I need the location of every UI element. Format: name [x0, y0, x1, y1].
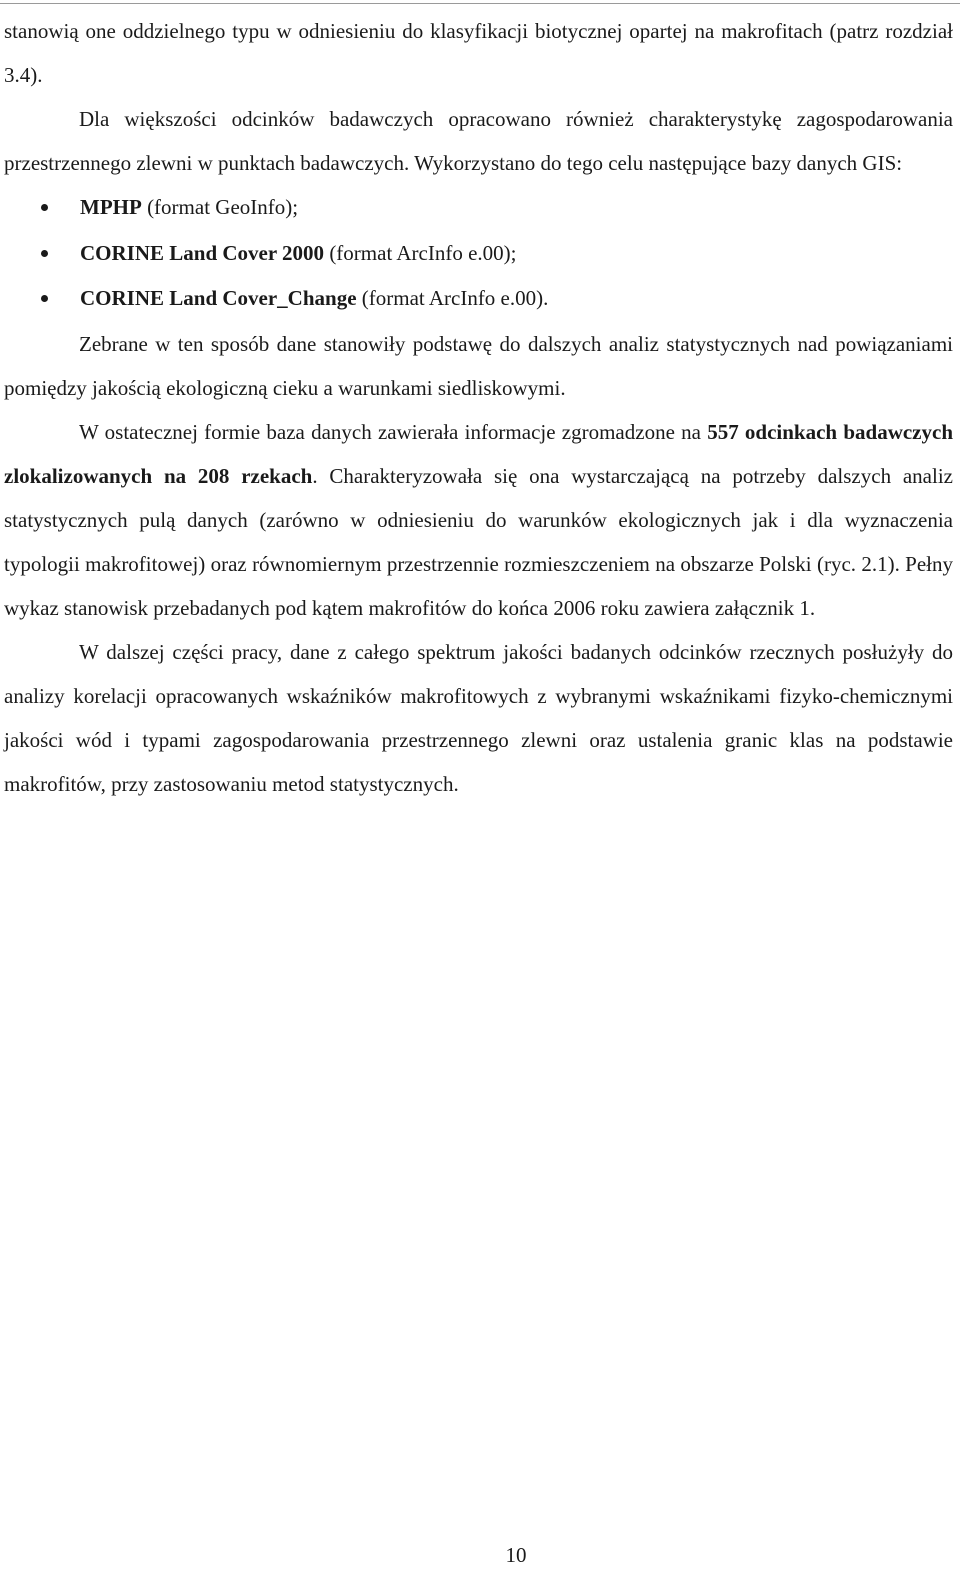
- list-item: [4, 185, 953, 231]
- database-format: (format ArcInfo e.00).: [356, 286, 549, 310]
- database-name: MPHP: [80, 195, 142, 219]
- database-summary-lead: W ostatecznej formie baza danych zawierała informacje zgromadzone na: [79, 419, 708, 444]
- database-name: CORINE Land Cover 2000: [80, 240, 325, 265]
- header-rule: [0, 3, 960, 4]
- page-number: 10: [505, 1543, 527, 1567]
- bullet-icon: [41, 295, 48, 302]
- list-item: [4, 231, 953, 277]
- database-summary-rest: . Charakteryzowała się ona wystarczającą na potrzeby dalszych analiz statystycznych pulą danych (zarówno w odniesieniu do warunków ekologicznych jak i dla wyznaczenia typologii makrofitowej) oraz równomiernym przestrzennie rozmieszczeniem na obszarze Polski (ryc. 2.1). Pełny wykaz stanowisk przebadanych pod kątem makrofitów do końca 2006 roku zawiera załącznik 1.: [4, 463, 953, 620]
- database-format: (format ArcInfo e.00);: [324, 240, 517, 265]
- database-summary-bold: 557 odcinkach badawczych zlokalizowanych na 208 rzekach: [4, 419, 954, 488]
- page-body: [4, 9, 953, 806]
- gis-database-list: [4, 185, 953, 322]
- bullet-icon: [41, 250, 48, 257]
- database-format: (format GeoInfo);: [141, 195, 299, 219]
- list-item: [4, 276, 953, 322]
- paragraph-database-summary: [4, 410, 953, 630]
- bullet-icon: [41, 204, 48, 211]
- paragraph-gis-intro: Dla większości odcinków badawczych opracowano również charakterystykę zagospodarowania przestrzennego zlewni w punktach badawczych. Wykorzystano do tego celu następujące bazy danych GIS:: [4, 107, 953, 175]
- paragraph-collected-data: Zebrane w ten sposób dane stanowiły podstawę do dalszych analiz statystycznych nad powiązaniami pomiędzy jakością ekologiczną cieku a warunkami siedliskowymi.: [4, 331, 953, 400]
- paragraph-continuation: stanowią one oddzielnego typu w odniesieniu do klasyfikacji biotycznej opartej na makrofitach (patrz rozdział 3.4).: [4, 19, 953, 87]
- paragraph-further-analysis: W dalszej części pracy, dane z całego spektrum jakości badanych odcinków rzecznych posłużyły do analizy korelacji opracowanych wskaźników makrofitowych z wybranymi wskaźnikami fizyko-chemicznymi jakości wód i typami zagospodarowania przestrzennego zlewni oraz ustalenia granic klas na podstawie makrofitów, przy zastosowaniu metod statystycznych.: [4, 639, 953, 796]
- database-name: CORINE Land Cover_Change: [80, 286, 357, 310]
